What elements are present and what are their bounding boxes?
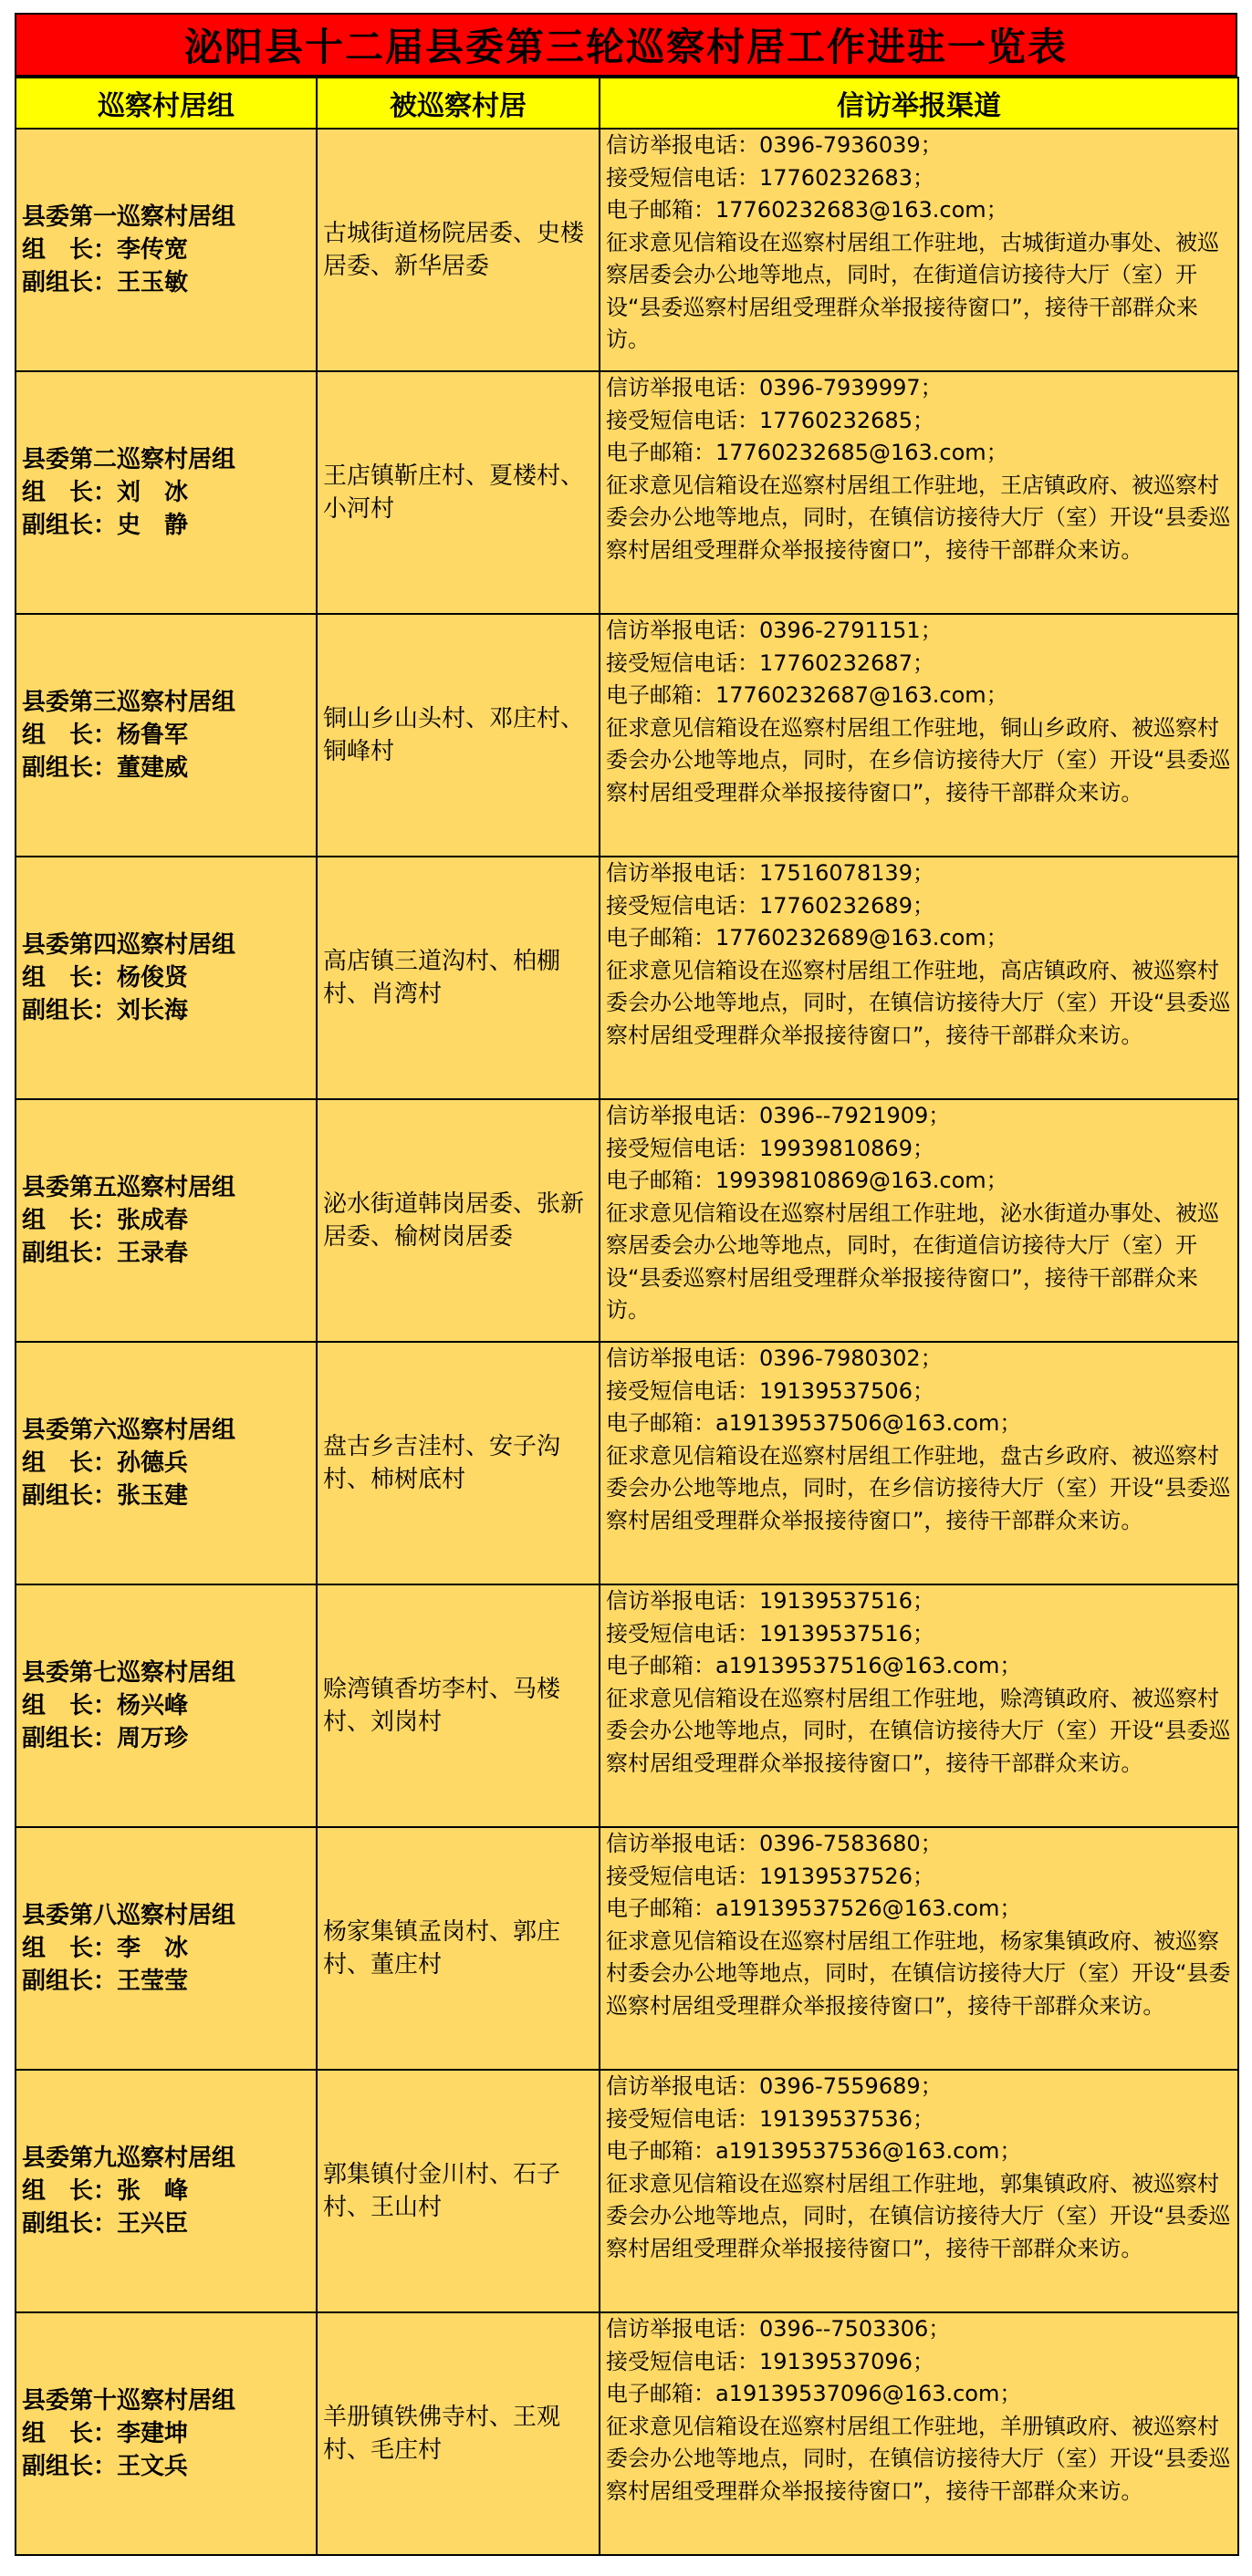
report-phone: 信访举报电话：0396--7503306； <box>606 2316 951 2342</box>
group-deputy: 副组长：史 静 <box>22 512 189 539</box>
villages-cell <box>317 1827 600 2070</box>
villages-cell <box>317 1099 600 1342</box>
villages-text: 泌水街道韩岗居委、张新居委、榆树岗居委 <box>323 1190 585 1251</box>
report-email[interactable]: 电子邮箱：19939810869@163.com； <box>606 1168 1008 1193</box>
group-name: 县委第五巡察村居组 <box>22 1174 236 1201</box>
channels-cell <box>600 2312 1238 2555</box>
mailbox-info: 征求意见信箱设在巡察村居组工作驻地，羊册镇政府、被巡察村委会办公地等地点，同时，在镇信访接待大厅（室）开设“县委巡察村居组受理群众举报接待窗口”，接待干部群众来访。 <box>606 2413 1231 2504</box>
report-phone: 信访举报电话：0396-2791151； <box>606 618 943 643</box>
table-body <box>16 129 1238 2555</box>
villages-text: 王店镇靳庄村、夏楼村、小河村 <box>323 462 585 523</box>
table-row <box>16 1827 1238 2070</box>
report-email[interactable]: 电子邮箱：a19139537536@163.com； <box>606 2138 1022 2164</box>
villages-cell <box>317 371 600 614</box>
channels-cell <box>600 2070 1238 2312</box>
mailbox-info: 征求意见信箱设在巡察村居组工作驻地，杨家集镇政府、被巡察村委会办公地等地点，同时，在镇信访接待大厅（室）开设“县委巡察村居组受理群众举报接待窗口”，接待干部群众来访。 <box>606 1927 1231 2019</box>
group-name: 县委第一巡察村居组 <box>22 203 236 231</box>
mailbox-info: 征求意见信箱设在巡察村居组工作驻地，赊湾镇政府、被巡察村委会办公地等地点，同时，在镇信访接待大厅（室）开设“县委巡察村居组受理群众举报接待窗口”，接待干部群众来访。 <box>606 1685 1231 1776</box>
report-phone: 信访举报电话：0396--7921909； <box>606 1103 951 1128</box>
villages-cell <box>317 857 600 1099</box>
report-email[interactable]: 电子邮箱：17760232687@163.com； <box>606 682 1008 708</box>
sms-phone: 接受短信电话：19139537096； <box>606 2348 934 2374</box>
group-leader: 组 长：杨俊贤 <box>22 964 189 992</box>
mailbox-info: 征求意见信箱设在巡察村居组工作驻地，郭集镇政府、被巡察村委会办公地等地点，同时，在镇信访接待大厅（室）开设“县委巡察村居组受理群众举报接待窗口”，接待干部群众来访。 <box>606 2170 1231 2261</box>
group-deputy: 副组长：王文兵 <box>22 2453 189 2480</box>
report-email[interactable]: 电子邮箱：17760232685@163.com； <box>606 440 1008 465</box>
group-cell <box>16 2070 317 2312</box>
group-cell <box>16 1584 317 1827</box>
villages-cell <box>317 614 600 857</box>
group-deputy: 副组长：张玉建 <box>22 1482 189 1510</box>
report-phone: 信访举报电话：0396-7980302； <box>606 1345 943 1371</box>
channels-cell <box>600 371 1238 614</box>
group-leader: 组 长：张成春 <box>22 1207 189 1234</box>
group-leader: 组 长：孙德兵 <box>22 1449 189 1477</box>
group-cell <box>16 1827 317 2070</box>
column-header-villages: 被巡察村居 <box>317 78 600 129</box>
report-email[interactable]: 电子邮箱：a19139537516@163.com； <box>606 1653 1022 1678</box>
group-name: 县委第九巡察村居组 <box>22 2145 236 2172</box>
table-row <box>16 1099 1238 1342</box>
column-header-channels: 信访举报渠道 <box>600 78 1238 129</box>
group-cell <box>16 129 317 371</box>
channels-cell <box>600 1099 1238 1342</box>
group-name: 县委第十巡察村居组 <box>22 2387 236 2415</box>
villages-text: 赊湾镇香坊李村、马楼村、刘岗村 <box>323 1676 561 1736</box>
group-name: 县委第四巡察村居组 <box>22 931 236 959</box>
villages-text: 郭集镇付金川村、石子村、王山村 <box>323 2161 561 2221</box>
villages-text: 杨家集镇孟岗村、郭庄村、董庄村 <box>323 1918 561 1979</box>
report-phone: 信访举报电话：0396-7936039； <box>606 132 943 158</box>
sms-phone: 接受短信电话：19939810869； <box>606 1135 934 1161</box>
sms-phone: 接受短信电话：17760232687； <box>606 649 934 676</box>
group-name: 县委第二巡察村居组 <box>22 446 236 473</box>
villages-cell <box>317 1584 600 1827</box>
group-leader: 组 长：李传宽 <box>22 236 189 264</box>
report-email[interactable]: 电子邮箱：a19139537506@163.com； <box>606 1410 1022 1436</box>
table-row <box>16 371 1238 614</box>
group-leader: 组 长：李建坤 <box>22 2420 189 2447</box>
channels-cell <box>600 1342 1238 1584</box>
group-deputy: 副组长：王兴臣 <box>22 2210 189 2238</box>
group-cell <box>16 1342 317 1584</box>
group-name: 县委第八巡察村居组 <box>22 1902 236 1929</box>
channels-cell <box>600 129 1238 371</box>
channels-cell <box>600 1827 1238 2070</box>
sms-phone: 接受短信电话：17760232685； <box>606 407 934 433</box>
sms-phone: 接受短信电话：19139537506； <box>606 1377 934 1404</box>
report-email[interactable]: 电子邮箱：17760232689@163.com； <box>606 925 1008 950</box>
sms-phone: 接受短信电话：19139537526； <box>606 1863 934 1889</box>
report-phone: 信访举报电话：0396-7939997； <box>606 375 943 400</box>
table-row <box>16 857 1238 1099</box>
group-leader: 组 长：李 冰 <box>22 1935 189 1962</box>
channels-cell <box>600 857 1238 1099</box>
villages-text: 羊册镇铁佛寺村、王观村、毛庄村 <box>323 2404 561 2464</box>
table-header-row <box>16 78 1238 129</box>
villages-cell <box>317 1342 600 1584</box>
villages-text: 古城街道杨院居委、史楼居委、新华居委 <box>323 220 585 280</box>
report-email[interactable]: 电子邮箱：17760232683@163.com； <box>606 197 1008 223</box>
villages-text: 铜山乡山头村、邓庄村、铜峰村 <box>323 705 585 765</box>
table-row <box>16 129 1238 371</box>
sms-phone: 接受短信电话：17760232683； <box>606 164 934 191</box>
mailbox-info: 征求意见信箱设在巡察村居组工作驻地，王店镇政府、被巡察村委会办公地等地点，同时，在镇信访接待大厅（室）开设“县委巡察村居组受理群众举报接待窗口”，接待干部群众来访。 <box>606 472 1231 563</box>
table-row <box>16 614 1238 857</box>
group-deputy: 副组长：董建威 <box>22 754 189 782</box>
page-title: 泌阳县十二届县委第三轮巡察村居工作进驻一览表 <box>15 13 1237 77</box>
group-leader: 组 长：刘 冰 <box>22 479 189 506</box>
group-name: 县委第六巡察村居组 <box>22 1417 236 1444</box>
report-phone: 信访举报电话：0396-7583680； <box>606 1831 943 1856</box>
inspection-table-sheet <box>15 13 1237 2556</box>
group-cell <box>16 614 317 857</box>
group-cell <box>16 2312 317 2555</box>
column-header-group: 巡察村居组 <box>16 78 317 129</box>
villages-cell <box>317 2312 600 2555</box>
report-phone: 信访举报电话：19139537516； <box>606 1588 934 1614</box>
mailbox-info: 征求意见信箱设在巡察村居组工作驻地，泌水街道办事处、被巡察居委会办公地等地点，同时，在街道信访接待大厅（室）开设“县委巡察村居组受理群众举报接待窗口”，接待干部群众来访。 <box>606 1200 1219 1323</box>
group-name: 县委第七巡察村居组 <box>22 1659 236 1687</box>
inspection-table <box>15 77 1239 2556</box>
report-phone: 信访举报电话：17516078139； <box>606 860 934 886</box>
villages-text: 盘古乡吉洼村、安子沟村、柿树底村 <box>323 1433 561 1493</box>
group-deputy: 副组长：王录春 <box>22 1240 189 1267</box>
report-email[interactable]: 电子邮箱：a19139537096@163.com； <box>606 2381 1022 2406</box>
table-row <box>16 1342 1238 1584</box>
group-cell <box>16 371 317 614</box>
mailbox-info: 征求意见信箱设在巡察村居组工作驻地，高店镇政府、被巡察村委会办公地等地点，同时，在镇信访接待大厅（室）开设“县委巡察村居组受理群众举报接待窗口”，接待干部群众来访。 <box>606 957 1231 1048</box>
group-cell <box>16 857 317 1099</box>
sms-phone: 接受短信电话：19139537516； <box>606 1620 934 1646</box>
group-cell <box>16 1099 317 1342</box>
group-deputy: 副组长：王莹莹 <box>22 1968 189 1995</box>
table-row <box>16 2312 1238 2555</box>
channels-cell <box>600 614 1238 857</box>
group-leader: 组 长：张 峰 <box>22 2177 189 2205</box>
group-name: 县委第三巡察村居组 <box>22 689 236 716</box>
villages-cell <box>317 2070 600 2312</box>
group-leader: 组 长：杨鲁军 <box>22 722 189 749</box>
report-phone: 信访举报电话：0396-7559689； <box>606 2073 943 2099</box>
group-leader: 组 长：杨兴峰 <box>22 1692 189 1719</box>
group-deputy: 副组长：刘长海 <box>22 997 189 1024</box>
mailbox-info: 征求意见信箱设在巡察村居组工作驻地，盘古乡政府、被巡察村委会办公地等地点，同时，在乡信访接待大厅（室）开设“县委巡察村居组受理群众举报接待窗口”，接待干部群众来访。 <box>606 1442 1231 1533</box>
table-row <box>16 2070 1238 2312</box>
mailbox-info: 征求意见信箱设在巡察村居组工作驻地，铜山乡政府、被巡察村委会办公地等地点，同时，在乡信访接待大厅（室）开设“县委巡察村居组受理群众举报接待窗口”，接待干部群众来访。 <box>606 714 1231 805</box>
mailbox-info: 征求意见信箱设在巡察村居组工作驻地，古城街道办事处、被巡察居委会办公地等地点，同时，在街道信访接待大厅（室）开设“县委巡察村居组受理群众举报接待窗口”，接待干部群众来访。 <box>606 229 1219 352</box>
sms-phone: 接受短信电话：19139537536； <box>606 2105 934 2132</box>
group-deputy: 副组长：周万珍 <box>22 1725 189 1752</box>
sms-phone: 接受短信电话：17760232689； <box>606 892 934 919</box>
table-row <box>16 1584 1238 1827</box>
villages-cell <box>317 129 600 371</box>
channels-cell <box>600 1584 1238 1827</box>
report-email[interactable]: 电子邮箱：a19139537526@163.com； <box>606 1896 1022 1921</box>
villages-text: 高店镇三道沟村、柏棚村、肖湾村 <box>323 948 561 1008</box>
group-deputy: 副组长：王玉敏 <box>22 269 189 296</box>
